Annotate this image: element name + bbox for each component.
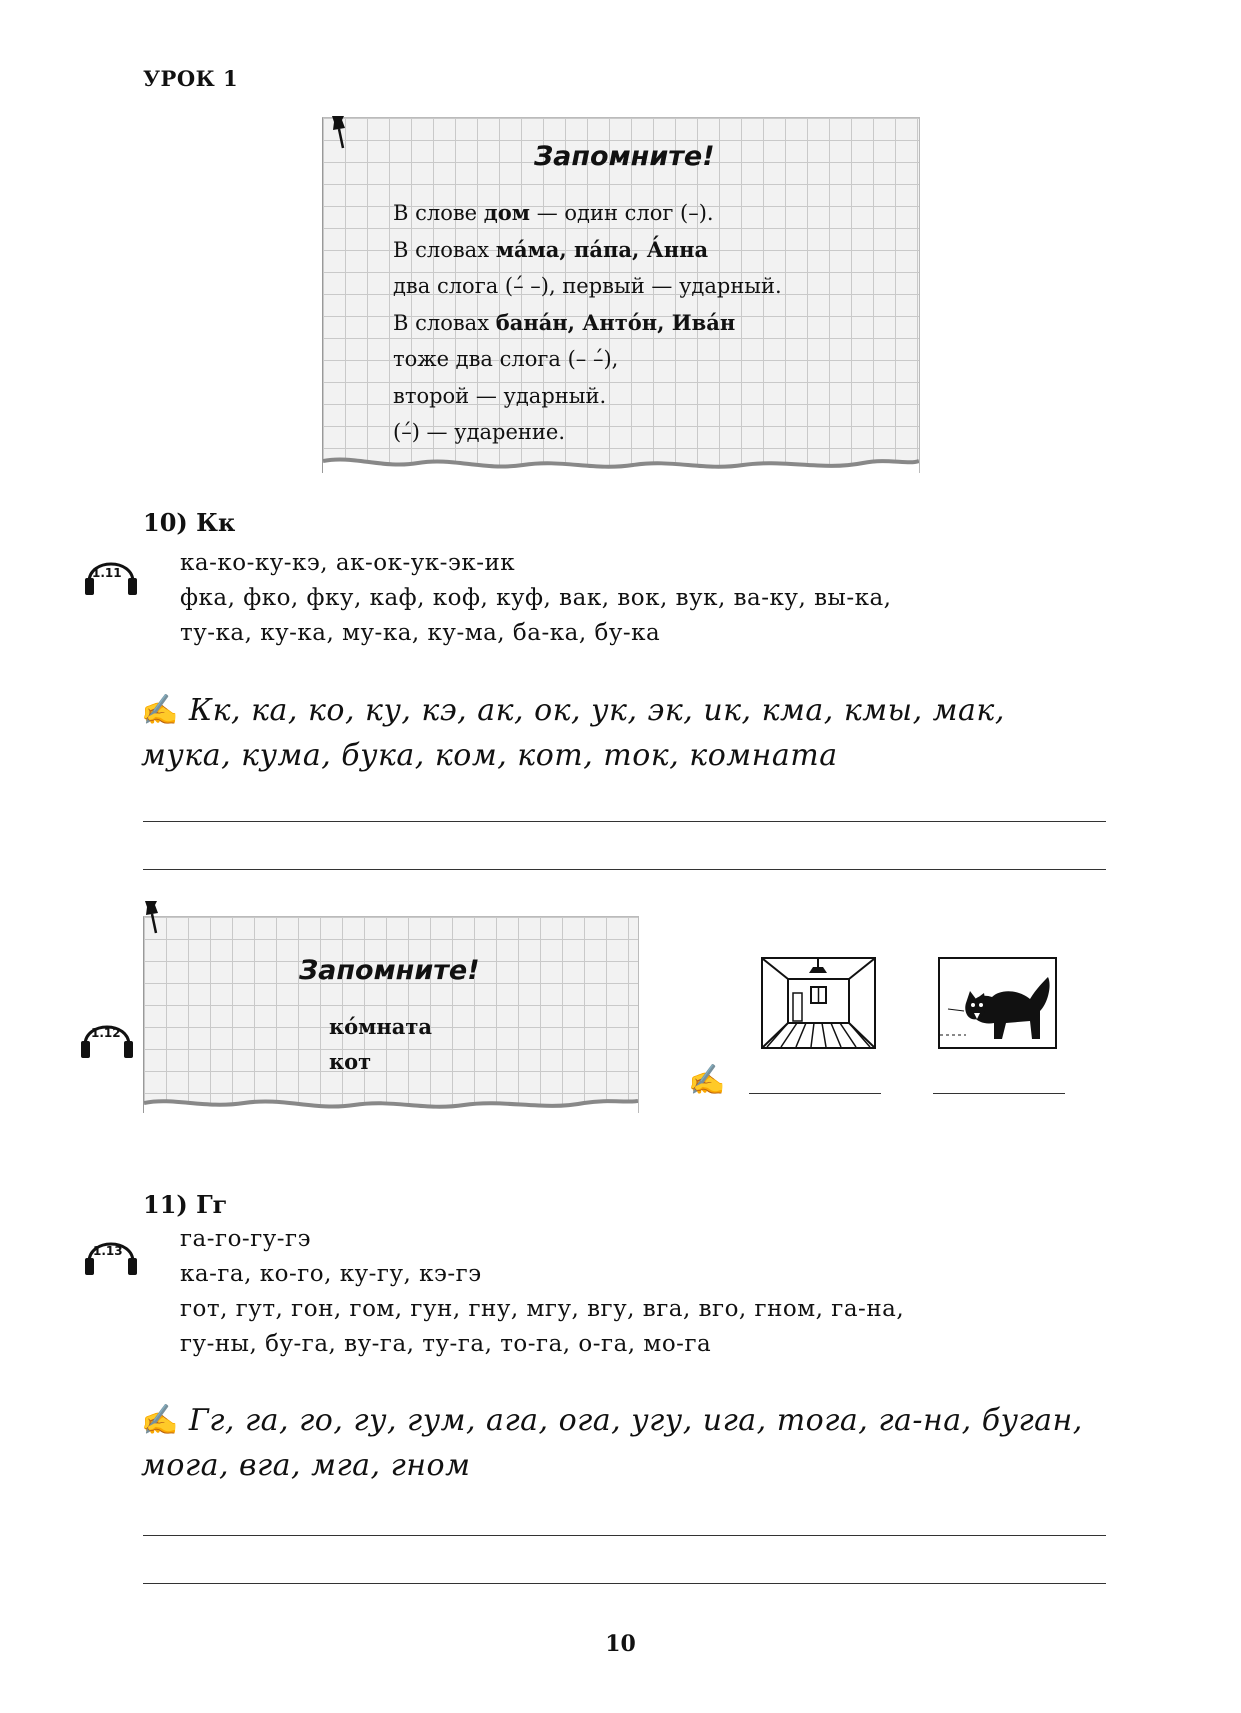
page-number: 10 (605, 1631, 636, 1657)
audio-track-label: 1.13 (93, 1244, 123, 1258)
writing-line[interactable] (143, 869, 1106, 870)
rule-line: два слога (–́ –), первый — ударный. (393, 274, 782, 298)
syllable-lines (180, 1222, 904, 1362)
syllable-line: ка-ко-ку-кэ, ак-ок-ук-эк-ик (180, 550, 516, 576)
pencil-hand-icon: ✍ (141, 693, 179, 728)
rule-line: В словах бана́н, Анто́н, Ива́н (393, 309, 736, 335)
handwriting-line: мога, вга, мга, гном (141, 1448, 471, 1483)
rule-line: В слове дом — один слог (–). (393, 200, 714, 225)
section-11-heading: 11) Гг (143, 1190, 228, 1219)
answer-blank[interactable] (749, 1093, 881, 1094)
writing-line[interactable] (143, 821, 1106, 822)
remember-note-1 (322, 117, 920, 473)
syllable-line: га-го-гу-гэ (180, 1226, 311, 1252)
rule-line: (–́) — ударение. (393, 420, 566, 444)
handwriting-line: мука, кума, бука, ком, кот, ток, комната (141, 738, 838, 773)
cat-picture (938, 957, 1057, 1049)
section-10-heading: 10) Кк (143, 508, 236, 537)
pencil-hand-icon: ✍ (141, 1403, 179, 1438)
note-rules (393, 195, 782, 451)
rule-line: второй — ударный. (393, 383, 607, 408)
torn-edge (323, 453, 919, 479)
audio-track-label: 1.12 (91, 1026, 121, 1040)
handwriting-block (141, 688, 1116, 778)
note-title: Запомните! (534, 141, 715, 172)
audio-track-label: 1.11 (92, 566, 122, 580)
note-title: Запомните! (299, 955, 480, 986)
handwriting-block (141, 1398, 1116, 1488)
syllable-line: ка-га, ко-го, ку-гу, кэ-гэ (180, 1261, 482, 1287)
note-words (329, 1009, 432, 1079)
lesson-title: УРОК 1 (143, 66, 239, 91)
pushpin-icon (139, 899, 165, 937)
answer-blank[interactable] (933, 1093, 1065, 1094)
syllable-line: гот, гут, гон, гом, гун, гну, мгу, вгу, вга, вго, гном, га-на, (180, 1296, 905, 1322)
remember-note-2 (143, 916, 639, 1113)
syllable-line: ту-ка, ку-ка, му-ка, ку-ма, ба-ка, бу-ка (180, 620, 661, 646)
handwriting-line: ✍ Гг, га, го, гу, гум, ага, ога, угу, ига, тога, га-на, буган, (141, 1403, 1083, 1438)
handwriting-line: ✍ Кк, ка, ко, ку, кэ, ак, ок, ук, эк, ик, кма, кмы, мак, (141, 693, 1005, 728)
writing-line[interactable] (143, 1535, 1106, 1536)
room-picture (761, 957, 876, 1049)
torn-edge (144, 1093, 638, 1119)
syllable-lines (180, 546, 892, 651)
note-word: кот (329, 1049, 372, 1074)
pushpin-icon (326, 114, 352, 152)
pencil-hand-icon: ✍ (688, 1063, 726, 1098)
syllable-line: фка, фко, фку, каф, коф, куф, вак, вок, вук, ва-ку, вы-ка, (180, 585, 892, 611)
syllable-line: гу-ны, бу-га, ву-га, ту-га, то-га, о-га, мо-га (180, 1331, 712, 1357)
writing-line[interactable] (143, 1583, 1106, 1584)
note-word: ко́мната (329, 1014, 433, 1039)
rule-line: В словах ма́ма, па́па, А́нна (393, 236, 709, 262)
rule-line: тоже два слога (– –́), (393, 347, 619, 371)
